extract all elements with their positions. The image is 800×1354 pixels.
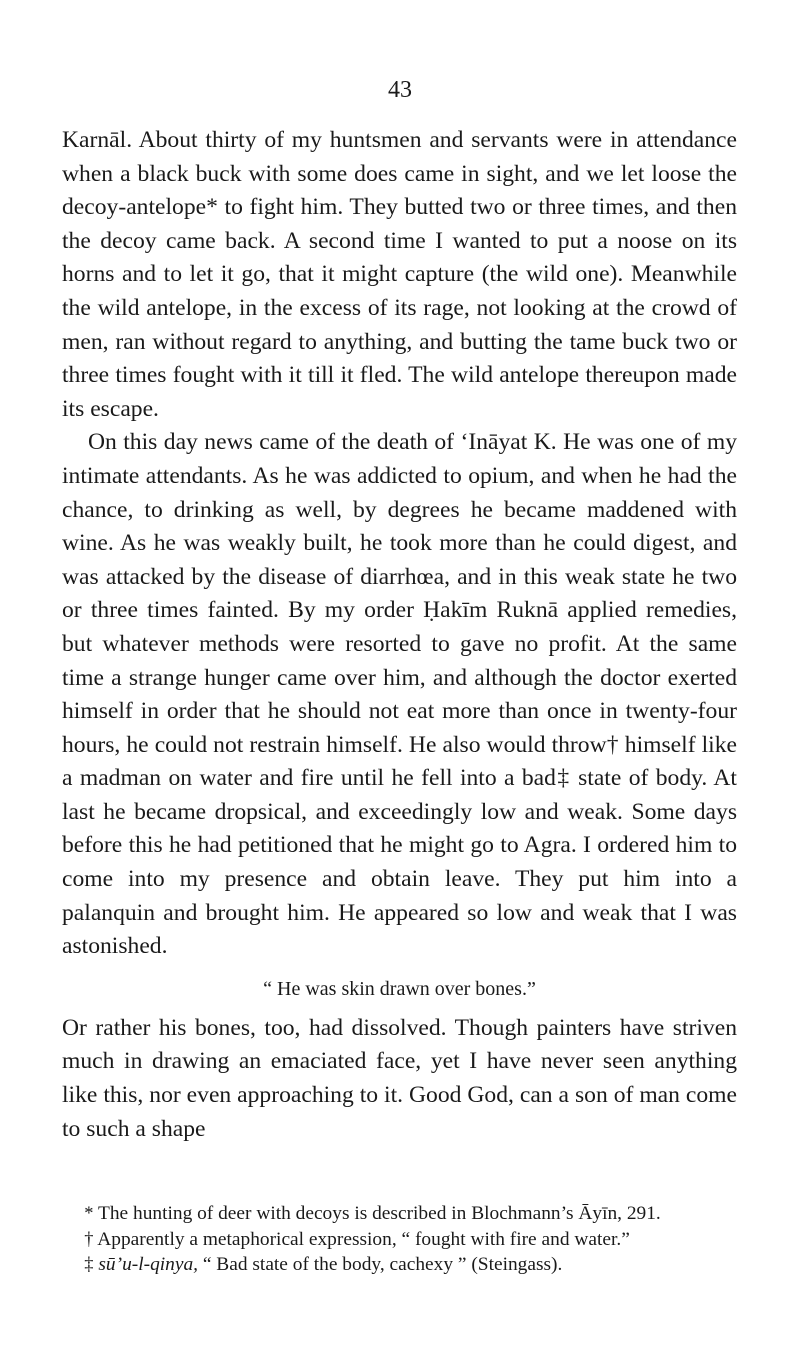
footnote-3-italic: sū’u-l-qinya, xyxy=(98,1254,198,1276)
footnote-2-mark: † xyxy=(84,1228,94,1249)
footnote-3 xyxy=(62,1252,737,1278)
main-text xyxy=(62,124,737,1146)
paragraph-3: Or rather his bones, too, had dissolved. Though painters have striven much in drawing an emaciated face, yet I have never seen anything like this, nor even approaching to it. Good God, can a son of man come to such a shape xyxy=(62,1014,737,1142)
paragraph-2: On this day news came of the death of ‘Ināyat K. He was one of my intimate attendants. As he was addicted to opium, and when he had the chance, to drinking as well, by degrees he became maddened with wine. As he was weakly built, he took more than he could digest, and was attacked by the disease of diarrhœa, and in this weak state he two or three times fainted. By my order Ḥakīm Ruknā applied remedies, but whatever methods were resorted to gave no profit. At the same time a strange hunger came over him, and although the doctor exerted himself in order that he should not eat more than once in twenty-four hours, he could not restrain himself. He also would throw† himself like a madman on water and fire until he fell into a bad‡ state of body. At last he became dropsical, and exceedingly low and weak. Some days before this he had petitioned that he might go to Agra. I ordered him to come into my presence and obtain leave. They put him into a palanquin and brought him. He appeared so low and weak that I was astonished. xyxy=(62,429,737,960)
quotation: “ He was skin drawn over bones.” xyxy=(263,977,536,1000)
footnote-2 xyxy=(62,1227,737,1253)
footnote-1 xyxy=(62,1201,737,1227)
page-number: 43 xyxy=(388,77,412,103)
footnote-3-text: “ Bad state of the body, cachexy ” (Steingass). xyxy=(198,1254,563,1276)
footnote-3-mark: ‡ xyxy=(84,1254,94,1275)
paragraph-1: Karnāl. About thirty of my huntsmen and servants were in attendance when a black buck with some does came in sight, and we let loose the decoy-antelope* to fight him. They butted two or three times, and then the decoy came back. A second time I wanted to put a noose on its horns and to let it go, that it might capture (the wild one). Meanwhile the wild antelope, in the excess of its rage, not looking at the crowd of men, ran without regard to anything, and butting the tame buck two or three times fought with it till it fled. The wild antelope thereupon made its escape. xyxy=(62,127,737,422)
footnote-1-mark: * xyxy=(84,1203,94,1223)
footnotes xyxy=(62,1201,737,1278)
footnote-1-text: The hunting of deer with decoys is described in Blochmann’s Āyīn, 291. xyxy=(93,1203,661,1224)
footnote-2-text: Apparently a metaphorical expression, “ fought with fire and water.” xyxy=(93,1228,630,1250)
